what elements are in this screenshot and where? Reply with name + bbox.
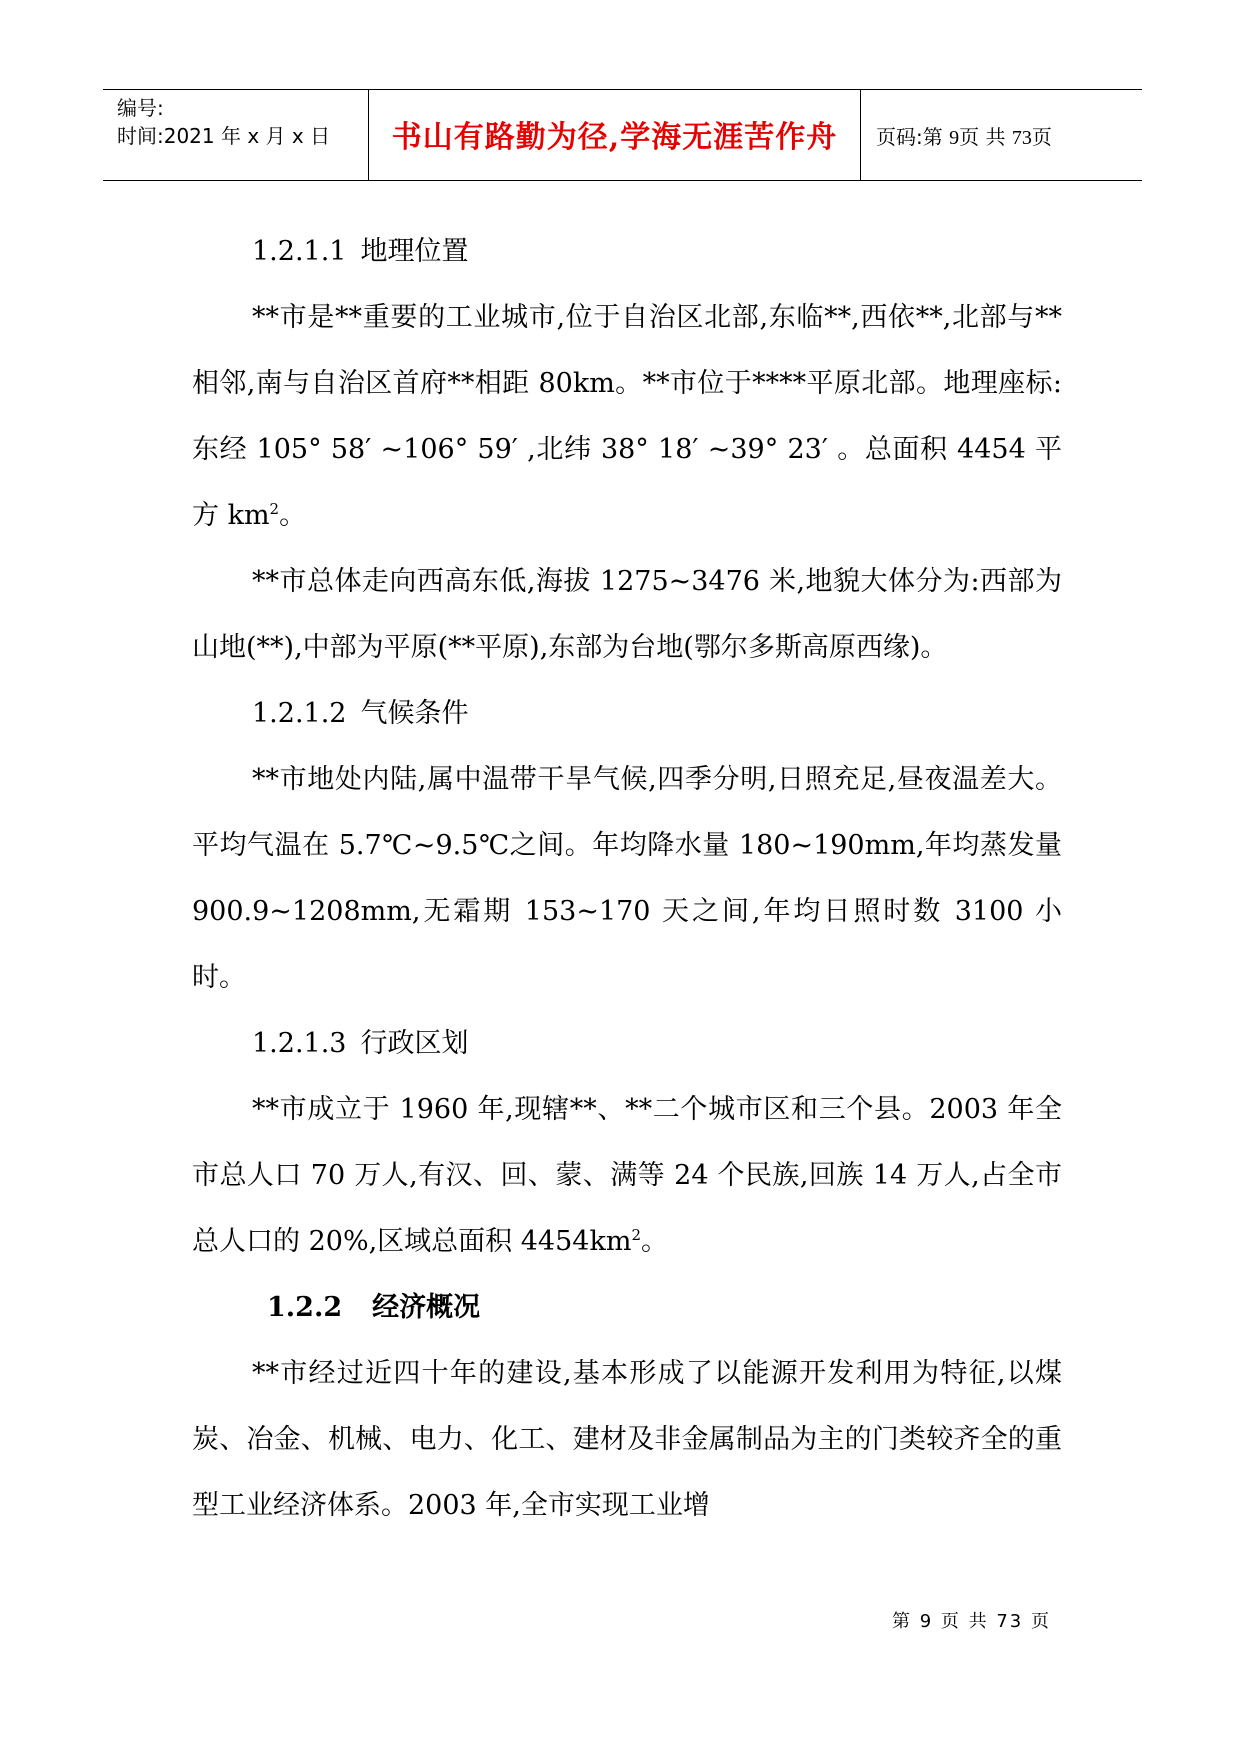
heading-economy xyxy=(192,1275,1062,1341)
page-current: 9 xyxy=(949,127,960,149)
page-footer: 第 9 页 共 73 页 xyxy=(892,1611,1051,1632)
header-divider-right xyxy=(860,90,861,180)
heading-number: 1.2.1.2 xyxy=(252,698,347,729)
page-suffix: 页 xyxy=(1031,125,1052,149)
header-page-info xyxy=(876,121,1052,150)
heading-text: 行政区划 xyxy=(360,1028,469,1059)
superscript: 2 xyxy=(269,500,280,518)
heading-administration xyxy=(192,1011,1062,1077)
page-header xyxy=(103,89,1142,181)
paragraph-administration xyxy=(192,1077,1062,1275)
paragraph-text: **市成立于 1960 年,现辖**、**二个城市区和三个县。2003 年全市总人口 70 万人,有汉、回、蒙、满等 24 个民族,回族 14 万人,占全市总人口的 20%,区域总面积 4454km xyxy=(192,1094,1062,1257)
page-mid: 页 共 xyxy=(959,125,1012,149)
heading-number: 1.2.1.1 xyxy=(252,236,347,267)
heading-geography xyxy=(192,219,1062,285)
page-prefix: 页码:第 xyxy=(876,125,950,149)
heading-climate xyxy=(192,681,1062,747)
header-meta xyxy=(117,94,367,150)
paragraph-end: 。 xyxy=(640,1226,668,1257)
serial-label: 编号: xyxy=(117,96,164,120)
paragraph-economy: **市经过近四十年的建设,基本形成了以能源开发利用为特征,以煤炭、冶金、机械、电力、化工、建材及非金属制品为主的门类较齐全的重型工业经济体系。2003 年,全市实现工业增 xyxy=(192,1358,1062,1521)
page-total: 73 xyxy=(1011,127,1032,149)
heading-text: 经济概况 xyxy=(372,1292,481,1323)
paragraph-text: **市是**重要的工业城市,位于自治区北部,东临**,西依**,北部与**相邻,南与自治区首府**相距 80km。**市位于****平原北部。地理座标:东经 105° 58′ ~106° 59′ ,北纬 38° 18′ ~39° 23′ 。总面积 4454 平方 km xyxy=(192,302,1062,531)
heading-number: 1.2.1.3 xyxy=(252,1028,347,1059)
time-label: 时间:2021 年 x 月 x 日 xyxy=(117,124,331,148)
document-body xyxy=(192,219,1062,1539)
paragraph-climate: **市地处内陆,属中温带干旱气候,四季分明,日照充足,昼夜温差大。平均气温在 5.7℃~9.5℃之间。年均降水量 180~190mm,年均蒸发量 900.9~1208mm,无霜期 153~170 天之间,年均日照时数 3100 小时。 xyxy=(192,764,1062,993)
superscript: 2 xyxy=(631,1226,641,1244)
paragraph-end: 。 xyxy=(279,500,307,531)
header-motto: 书山有路勤为径,学海无涯苦作舟 xyxy=(391,120,838,155)
paragraph-geography-location xyxy=(192,285,1062,549)
paragraph-geography-terrain: **市总体走向西高东低,海拔 1275~3476 米,地貌大体分为:西部为山地(**),中部为平原(**平原),东部为台地(鄂尔多斯高原西缘)。 xyxy=(192,566,1062,663)
heading-text: 地理位置 xyxy=(360,236,469,267)
heading-text: 气候条件 xyxy=(360,698,469,729)
heading-number: 1.2.2 xyxy=(267,1292,343,1323)
